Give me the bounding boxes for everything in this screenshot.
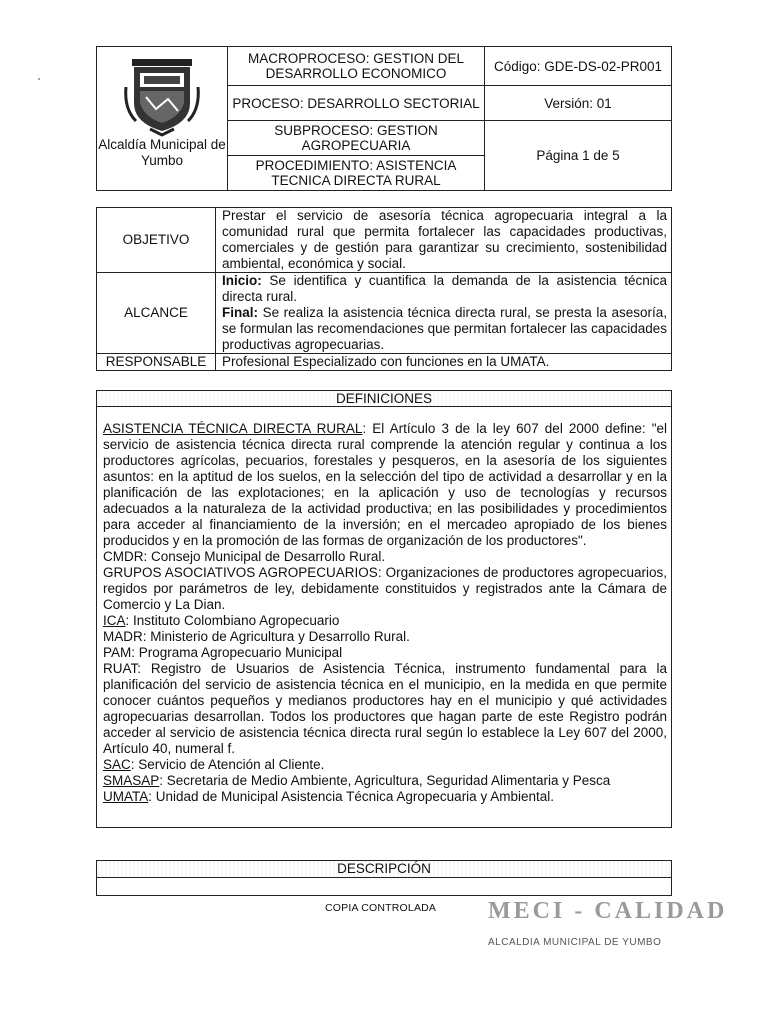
- speck: [38, 78, 40, 80]
- responsable-text: Profesional Especializado con funciones en la UMATA.: [216, 354, 672, 371]
- definitions-body: [97, 407, 671, 805]
- definitions-section: [96, 390, 672, 828]
- alcance-text: [216, 273, 672, 354]
- definitions-title: DEFINICIONES: [97, 391, 671, 407]
- objective-table: [96, 207, 672, 371]
- def-pam: PAM: Programa Agropecuario Municipal: [103, 645, 343, 660]
- logo-cell: [97, 47, 228, 191]
- final-text: Se realiza la asistencia técnica directa rural, se presta la asesoría, se formulan las recomendaciones que permitan fortalecer las capacidades productivas agropecuarias.: [222, 305, 667, 352]
- def-atdr-text: : El Artículo 3 de la ley 607 del 2000 define: "el servicio de asistencia técnica directa rural comprende la atención regular y continua a los productores agrícolas, pecuarios, forestales y pesqueros, en la asesoría de los siguientes asuntos: en la aptitud de los suelos, en la selección del tipo de actividad a desarrollar y en la planificación de las explotaciones; en la aplicación y uso de tecnologías y recursos adecuados a la naturaleza de la actividad productiva; en las posibilidades y procedimientos para acceder al financiamiento de la inversión; en el mercadeo apropiado de los bienes producidos y en la promoción de las formas de organización de los productores".: [103, 421, 667, 548]
- objetivo-text: Prestar el servicio de asesoría técnica agropecuaria integral a la comunidad rural que permita fortalecer las capacidades productivas, comerciales y de gestión para garantizar su crecimiento, sostenibilidad ambiental, económica y social.: [216, 208, 672, 273]
- procedimiento: PROCEDIMIENTO: ASISTENCIA TECNICA DIRECTA RURAL: [228, 156, 485, 191]
- description-section: [96, 860, 672, 896]
- inicio-label: Inicio:: [222, 273, 262, 288]
- def-grupos-text: Organizaciones de productores agropecuarios, regidos por parámetros de ley, debidamente constituidos y registrados ante la Cámara de Comercio y La Dian.: [103, 565, 668, 612]
- quality-stamp-sub: ALCALDIA MUNICIPAL DE YUMBO: [488, 937, 662, 948]
- inicio-text: Se identifica y cuantifica la demanda de la asistencia técnica directa rural.: [222, 273, 667, 304]
- document-header: [96, 46, 672, 191]
- pagina: Página 1 de 5: [485, 121, 672, 191]
- def-sac: [103, 757, 667, 773]
- proceso: PROCESO: DESARROLLO SECTORIAL: [228, 86, 485, 121]
- description-title: DESCRIPCIÓN: [97, 861, 671, 878]
- def-ica-term: ICA: [103, 613, 126, 628]
- quality-stamp: MECI - CALIDAD: [488, 898, 728, 924]
- def-smasap-text: : Secretaria de Medio Ambiente, Agricultura, Seguridad Alimentaria y Pesca: [159, 773, 611, 788]
- macroproceso: MACROPROCESO: GESTION DEL DESARROLLO ECONOMICO: [228, 47, 485, 86]
- def-atdr: [103, 421, 667, 549]
- subproceso: SUBPROCESO: GESTION AGROPECUARIA: [228, 121, 485, 156]
- def-grupos-term: GRUPOS ASOCIATIVOS AGROPECUARIOS:: [103, 565, 382, 580]
- alcance-label: ALCANCE: [97, 273, 216, 354]
- def-smasap-term: SMASAP: [103, 773, 160, 788]
- version: Versión: 01: [485, 86, 672, 121]
- objetivo-label: OBJETIVO: [97, 208, 216, 273]
- coat-of-arms-icon: [124, 57, 200, 137]
- def-umata: [103, 789, 667, 805]
- def-sac-text: : Servicio de Atención al Cliente.: [130, 757, 325, 772]
- def-ica-text: : Instituto Colombiano Agropecuario: [125, 613, 340, 628]
- def-atdr-term: ASISTENCIA TÉCNICA DIRECTA RURAL: [103, 421, 363, 436]
- def-ruat: RUAT: Registro de Usuarios de Asistencia Técnica, instrumento fundamental para la planificación del servicio de asistencia técnica en el municipio, en la medida en que permite conocer cuántos pequeños y medianos productores hay en el municipio y qué actividades agropecuarias desarrollan. Todos los productores que hagan parte de este Registro podrán acceder al servicio de asistencia técnica directa rural según lo establece la Ley 607 del 2000, Artículo 40, numeral f.: [103, 661, 667, 756]
- final-label: Final:: [222, 305, 258, 320]
- def-cmdr: CMDR: Consejo Municipal de Desarrollo Rural.: [103, 549, 386, 564]
- codigo: Código: GDE-DS-02-PR001: [485, 47, 672, 86]
- responsable-label: RESPONSABLE: [97, 354, 216, 371]
- def-umata-term: UMATA: [103, 789, 149, 804]
- entity-name: Alcaldía Municipal de Yumbo: [98, 137, 226, 168]
- def-smasap: [103, 773, 667, 789]
- copia-controlada: COPIA CONTROLADA: [325, 902, 437, 914]
- def-madr: MADR: Ministerio de Agricultura y Desarrollo Rural.: [103, 629, 410, 644]
- def-grupos: [103, 565, 667, 613]
- def-ica: [103, 613, 667, 629]
- def-sac-term: SAC: [103, 757, 131, 772]
- def-umata-text: : Unidad de Municipal Asistencia Técnica Agropecuaria y Ambiental.: [148, 789, 554, 804]
